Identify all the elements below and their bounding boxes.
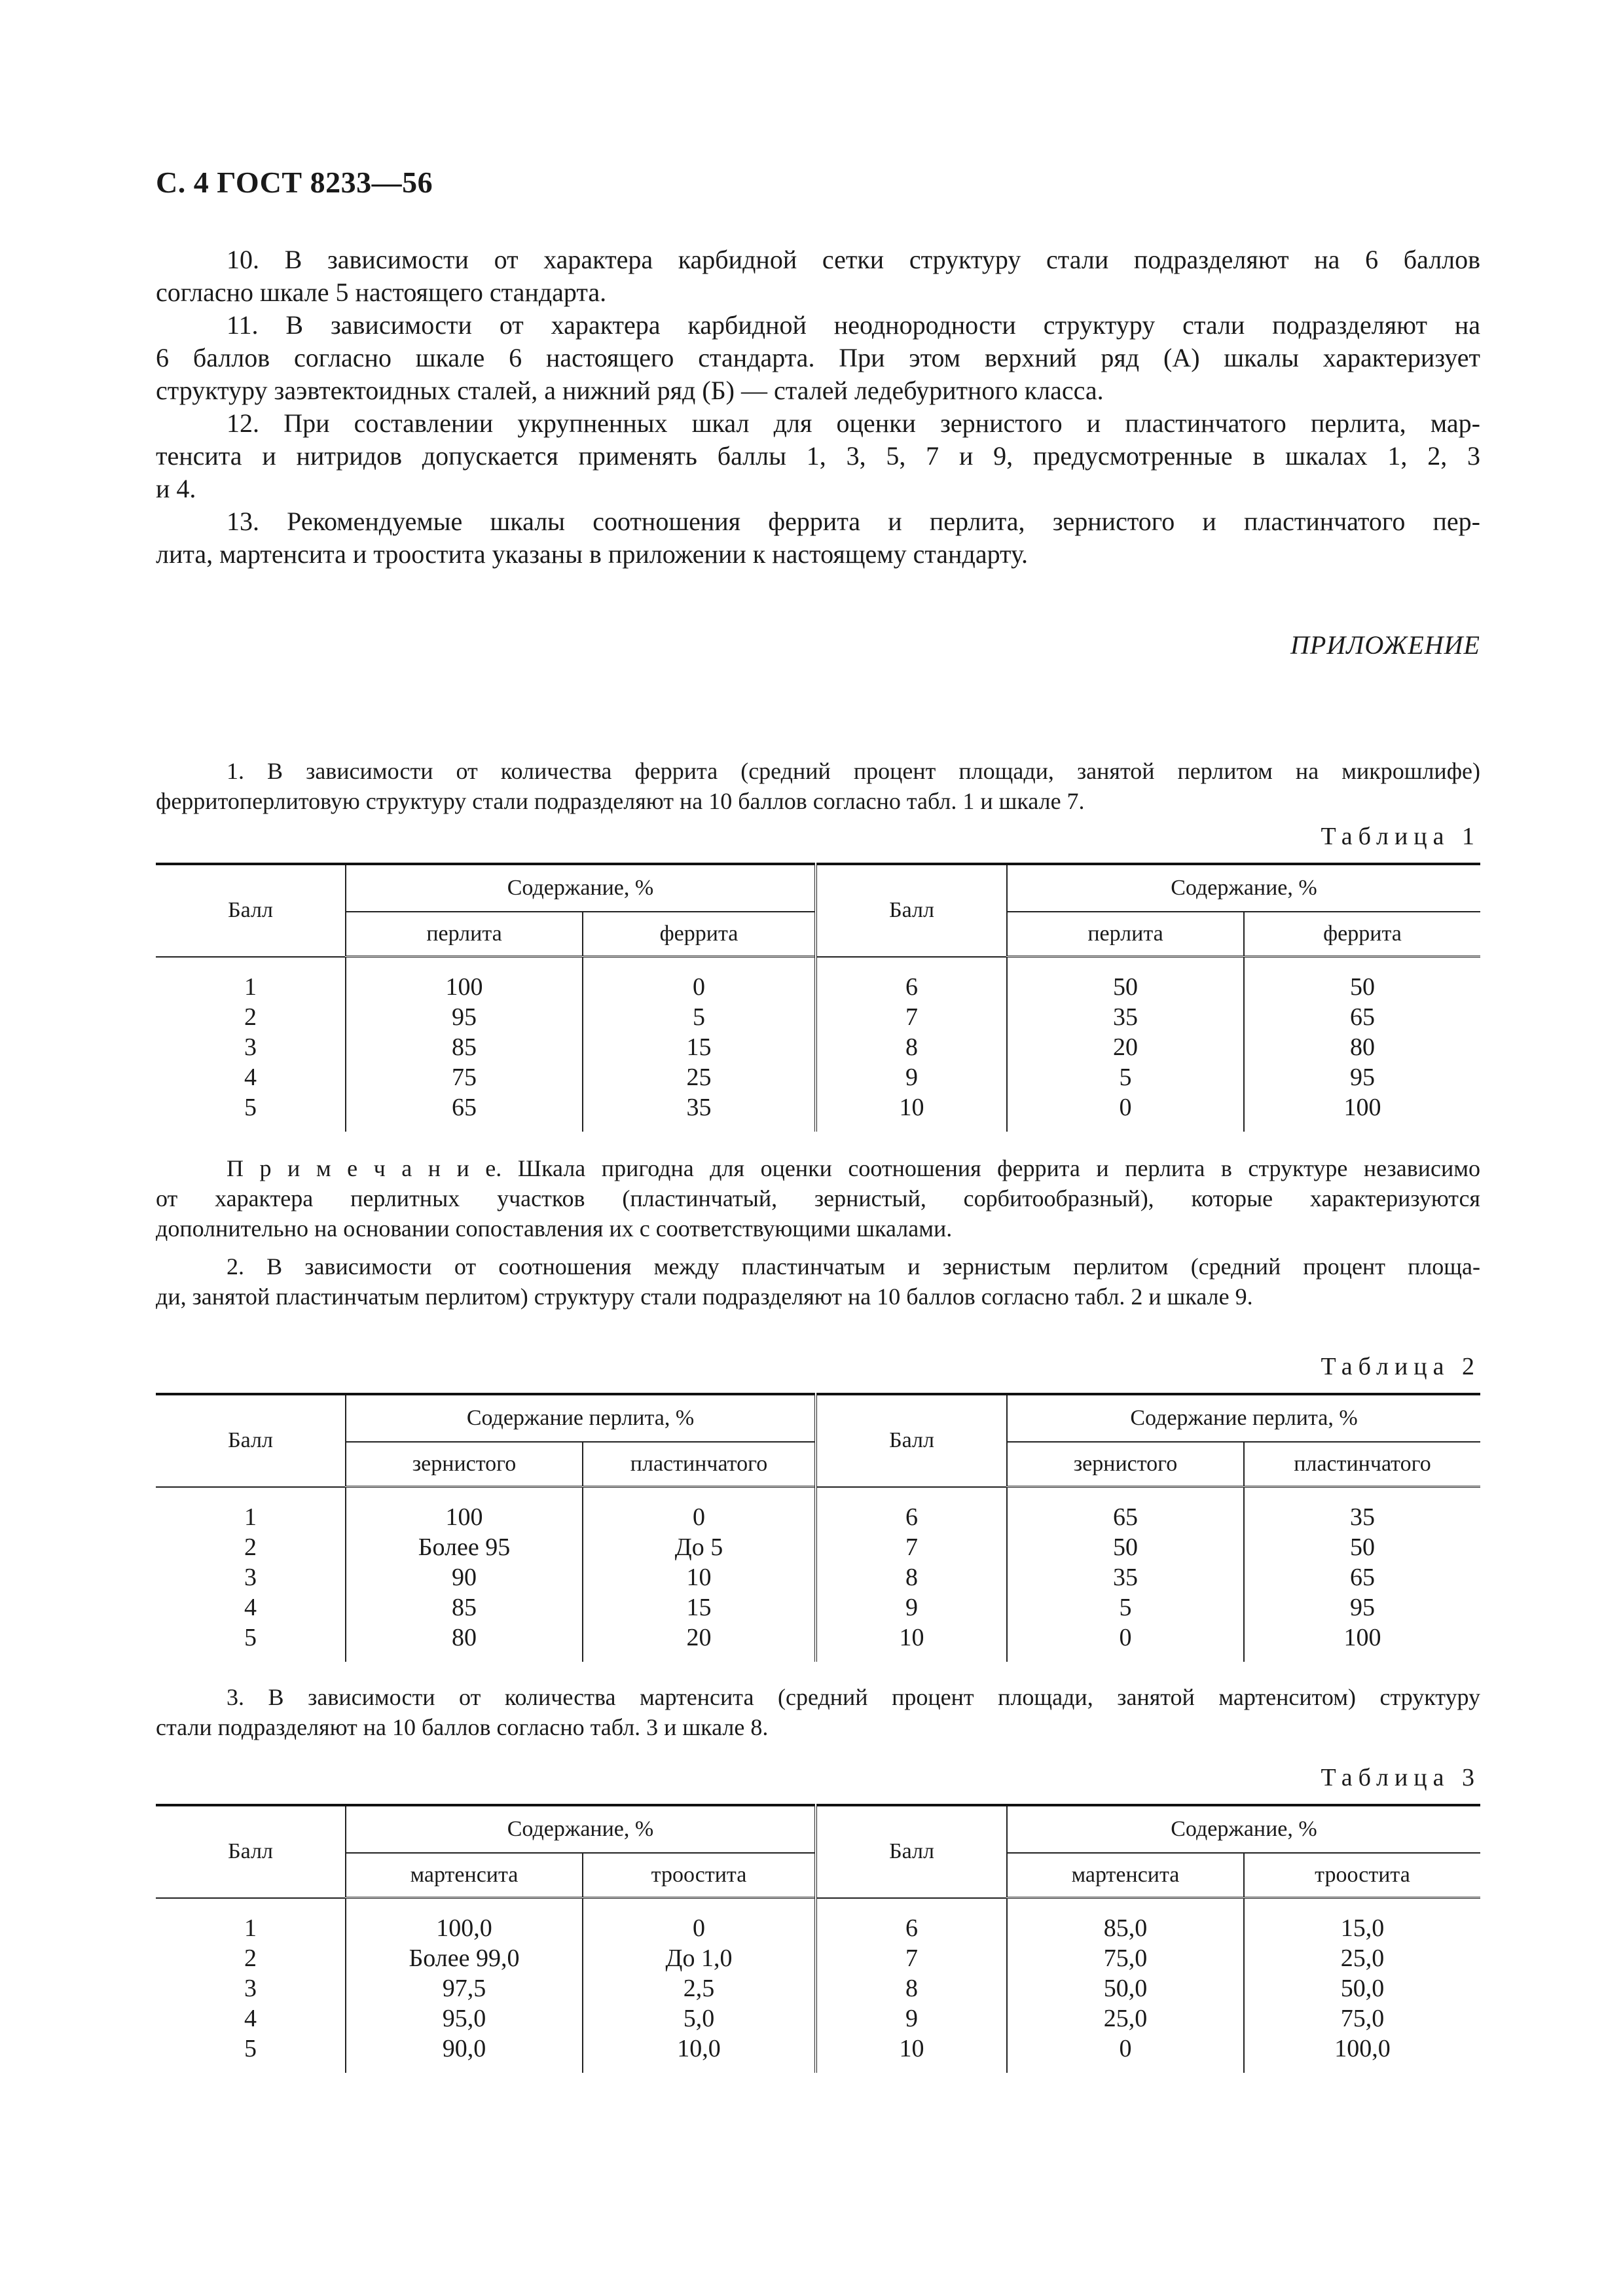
table-cell: 5: [244, 1624, 257, 1651]
table-cell: 10: [816, 1623, 1007, 1662]
table-cell: 25,0: [1244, 1943, 1480, 1973]
table-cell: 100,0: [346, 1898, 583, 1944]
table-cell: Более 99,0: [346, 1943, 583, 1973]
table-cell: 95: [346, 1002, 583, 1032]
table-cell: 2: [244, 1003, 257, 1031]
table-cell: 8: [816, 1562, 1007, 1592]
table-row: [156, 1898, 1480, 1944]
column-header-pearlite: перлита: [1007, 912, 1244, 957]
text-line: дополнительно на основании сопоставления их с соответствующими шкалами.: [156, 1215, 953, 1242]
text-line: тенсита и нитридов допускается применять баллы 1, 3, 5, 7 и 9, предусмотренные в шкалах 1, 2, 3: [156, 441, 1480, 471]
text-line: согласно шкале 5 настоящего стандарта.: [156, 278, 607, 307]
table-row: [156, 1623, 1480, 1662]
content-header: Содержание, %: [1007, 1805, 1480, 1853]
table-cell: Более 95: [346, 1532, 583, 1562]
table-2: [156, 1393, 1480, 1662]
table-cell: 0: [1007, 2034, 1244, 2073]
table-cell: 20: [583, 1623, 816, 1662]
column-header-troostite: троостита: [1244, 1853, 1480, 1898]
table-cell: 6: [816, 1898, 1007, 1944]
table-row: [156, 2034, 1480, 2073]
table-cell: 7: [816, 1532, 1007, 1562]
table-cell: 5,0: [583, 2003, 816, 2034]
paragraph-13: [156, 505, 1480, 571]
table-cell: 6: [816, 957, 1007, 1003]
table-row: [156, 1002, 1480, 1032]
table-row: [156, 1092, 1480, 1132]
table-cell: 50: [1007, 957, 1244, 1003]
table-cell: 9: [816, 1592, 1007, 1623]
content-header: Содержание, %: [346, 1805, 816, 1853]
table-cell: 50,0: [1007, 1973, 1244, 2003]
column-header-martensite: мартенсита: [346, 1853, 583, 1898]
table-cell: 1: [244, 1503, 257, 1531]
table-cell: 15,0: [1244, 1898, 1480, 1944]
table-cell: 75,0: [1244, 2003, 1480, 2034]
table-cell: 0: [583, 957, 816, 1003]
table-cell: 0: [583, 1487, 816, 1533]
table-cell: 15: [583, 1592, 816, 1623]
table-cell: 25: [583, 1062, 816, 1092]
column-header-martensite: мартенсита: [1007, 1853, 1244, 1898]
content-header: Содержание перлита, %: [346, 1394, 816, 1442]
column-header-granular: зернистого: [1007, 1442, 1244, 1487]
table-cell: 9: [816, 1062, 1007, 1092]
column-header-pearlite: перлита: [346, 912, 583, 957]
text-line: 10. В зависимости от характера карбидной сетки структуру стали подразделяют на 6 баллов: [227, 245, 1480, 274]
text-line: стали подразделяют на 10 баллов согласно табл. 3 и шкале 8.: [156, 1714, 769, 1740]
content-header: Содержание перлита, %: [1007, 1394, 1480, 1442]
table-row: [156, 2003, 1480, 2034]
table-cell: 8: [816, 1032, 1007, 1062]
table-cell: 1: [244, 973, 257, 1001]
table-cell: 50: [1007, 1532, 1244, 1562]
ball-header: Балл: [156, 1805, 346, 1898]
table-cell: 65: [1007, 1487, 1244, 1533]
column-header-troostite: троостита: [583, 1853, 816, 1898]
table-cell: 10: [816, 1092, 1007, 1132]
table-cell: 3: [244, 1033, 257, 1061]
text-line: 6 баллов согласно шкале 6 настоящего стандарта. При этом верхний ряд (А) шкалы характеризует: [156, 343, 1480, 372]
appendix-item-3: [156, 1682, 1480, 1742]
table-cell: 5: [244, 1094, 257, 1121]
table-cell: 75: [346, 1062, 583, 1092]
ball-header: Балл: [156, 1394, 346, 1487]
table-cell: 100: [346, 1487, 583, 1533]
table-cell: 5: [583, 1002, 816, 1032]
table-cell: 65: [346, 1092, 583, 1132]
text-line: 11. В зависимости от характера карбидной неоднородности структуру стали подразделяют на: [227, 310, 1480, 340]
table-cell: 10: [816, 2034, 1007, 2073]
table-cell: 100: [1244, 1623, 1480, 1662]
table-cell: 0: [583, 1898, 816, 1944]
appendix-item-2: [156, 1251, 1480, 1312]
table-cell: До 5: [583, 1532, 816, 1562]
table-cell: 3: [244, 1975, 257, 2002]
column-header-ferrite: феррита: [1244, 912, 1480, 957]
table-cell: 20: [1007, 1032, 1244, 1062]
column-header-granular: зернистого: [346, 1442, 583, 1487]
table-cell: 10: [583, 1562, 816, 1592]
table-row: [156, 1532, 1480, 1562]
column-header-lamellar: пластинчатого: [1244, 1442, 1480, 1487]
table-row: [156, 1487, 1480, 1533]
table-row: [156, 957, 1480, 1003]
text-line: П р и м е ч а н и е. Шкала пригодна для оценки соотношения феррита и перлита в структуре независимо: [227, 1155, 1480, 1181]
paragraph-10: [156, 243, 1480, 309]
table-cell: 5: [244, 2035, 257, 2062]
table-cell: 3: [244, 1564, 257, 1591]
text-line: 13. Рекомендуемые шкалы соотношения феррита и перлита, зернистого и пластинчатого пер-: [227, 507, 1480, 536]
table-cell: 4: [244, 2005, 257, 2032]
table-cell: До 1,0: [583, 1943, 816, 1973]
text-line: 3. В зависимости от количества мартенсита (средний процент площади, занятой мартенситом) структуру: [227, 1684, 1480, 1710]
running-title: С. 4 ГОСТ 8233—56: [156, 166, 433, 199]
table-cell: 80: [1244, 1032, 1480, 1062]
table-cell: 50: [1244, 957, 1480, 1003]
table-cell: 95: [1244, 1062, 1480, 1092]
ball-header: Балл: [816, 864, 1007, 957]
table-row: [156, 1062, 1480, 1092]
table-row: [156, 1562, 1480, 1592]
table-cell: 85: [346, 1592, 583, 1623]
table-cell: 35: [583, 1092, 816, 1132]
table-1: [156, 863, 1480, 1132]
table-cell: 2: [244, 1534, 257, 1561]
text-line: и 4.: [156, 474, 196, 503]
paragraph-11: [156, 309, 1480, 407]
table-1-caption: Таблица 1: [1321, 823, 1480, 850]
ball-header: Балл: [156, 864, 346, 957]
table-row: [156, 1943, 1480, 1973]
table-cell: 90: [346, 1562, 583, 1592]
table-cell: 4: [244, 1064, 257, 1091]
ball-header: Балл: [816, 1394, 1007, 1487]
table-cell: 15: [583, 1032, 816, 1062]
table-cell: 100: [1244, 1092, 1480, 1132]
table-row: [156, 1032, 1480, 1062]
table-cell: 1: [244, 1914, 257, 1942]
text-line: структуру заэвтектоидных сталей, а нижний ряд (Б) — сталей ледебуритного класса.: [156, 376, 1104, 405]
table-cell: 25,0: [1007, 2003, 1244, 2034]
table-cell: 4: [244, 1594, 257, 1621]
table-cell: 50: [1244, 1532, 1480, 1562]
table-cell: 7: [816, 1943, 1007, 1973]
table-cell: 7: [816, 1002, 1007, 1032]
table-cell: 80: [346, 1623, 583, 1662]
text-line: 1. В зависимости от количества феррита (средний процент площади, занятой перлитом на микрошлифе): [227, 758, 1480, 784]
table-cell: 85: [346, 1032, 583, 1062]
text-line: ферритоперлитовую структуру стали подразделяют на 10 баллов согласно табл. 1 и шкале 7.: [156, 788, 1085, 814]
table-cell: 35: [1244, 1487, 1480, 1533]
paragraph-12: [156, 407, 1480, 505]
content-header: Содержание, %: [346, 864, 816, 912]
text-line: лита, мартенсита и троостита указаны в приложении к настоящему стандарту.: [156, 539, 1028, 569]
table-cell: 8: [816, 1973, 1007, 2003]
table-1-note: [156, 1153, 1480, 1244]
table-cell: 95,0: [346, 2003, 583, 2034]
appendix-item-1: [156, 756, 1480, 816]
table-2-caption: Таблица 2: [1321, 1353, 1480, 1380]
text-line: ди, занятой пластинчатым перлитом) структуру стали подразделяют на 10 баллов согласно табл. 2 и шкале 9.: [156, 1283, 1253, 1310]
text-line: 2. В зависимости от соотношения между пластинчатым и зернистым перлитом (средний процент площа-: [227, 1253, 1480, 1280]
text-line: 12. При составлении укрупненных шкал для оценки зернистого и пластинчатого перлита, мар-: [227, 408, 1480, 438]
table-cell: 0: [1007, 1092, 1244, 1132]
table-cell: 6: [816, 1487, 1007, 1533]
table-cell: 2,5: [583, 1973, 816, 2003]
table-cell: 90,0: [346, 2034, 583, 2073]
table-3: [156, 1804, 1480, 2073]
table-cell: 50,0: [1244, 1973, 1480, 2003]
table-3-caption: Таблица 3: [1321, 1764, 1480, 1791]
table-cell: 35: [1007, 1002, 1244, 1032]
table-cell: 100: [346, 957, 583, 1003]
ball-header: Балл: [816, 1805, 1007, 1898]
table-cell: 95: [1244, 1592, 1480, 1623]
table-cell: 10,0: [583, 2034, 816, 2073]
table-cell: 97,5: [346, 1973, 583, 2003]
table-cell: 35: [1007, 1562, 1244, 1592]
column-header-ferrite: феррита: [583, 912, 816, 957]
appendix-title: ПРИЛОЖЕНИЕ: [1290, 630, 1480, 660]
table-cell: 85,0: [1007, 1898, 1244, 1944]
table-cell: 75,0: [1007, 1943, 1244, 1973]
table-cell: 5: [1007, 1062, 1244, 1092]
column-header-lamellar: пластинчатого: [583, 1442, 816, 1487]
table-cell: 2: [244, 1945, 257, 1972]
table-row: [156, 1973, 1480, 2003]
table-cell: 9: [816, 2003, 1007, 2034]
content-header: Содержание, %: [1007, 864, 1480, 912]
table-cell: 0: [1007, 1623, 1244, 1662]
table-row: [156, 1592, 1480, 1623]
table-cell: 65: [1244, 1562, 1480, 1592]
table-cell: 65: [1244, 1002, 1480, 1032]
table-cell: 5: [1007, 1592, 1244, 1623]
table-cell: 100,0: [1244, 2034, 1480, 2073]
text-line: от характера перлитных участков (пластинчатый, зернистый, сорбитообразный), которые характеризуются: [156, 1185, 1480, 1211]
